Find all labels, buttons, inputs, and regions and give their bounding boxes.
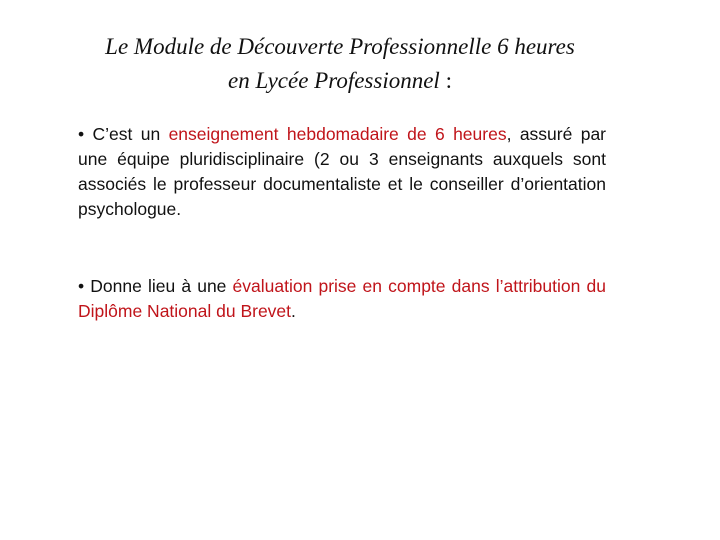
bullet-1-post-text: , assuré par une équipe pluridisciplinaire (2 ou 3 enseignants auxquels sont associés le professeur documentaliste et le conseiller d’orientation psychologue. bbox=[78, 124, 607, 219]
bullet-marker: • bbox=[78, 124, 93, 144]
bullet-1-pre-text: C’est un bbox=[92, 124, 169, 144]
title-line-2-text: en Lycée Professionnel bbox=[228, 68, 440, 93]
bullet-2-highlight: évaluation prise en compte dans l’attribution du Diplôme National du Brevet bbox=[78, 276, 606, 321]
bullet-1-highlight: enseignement hebdomadaire de 6 heures bbox=[168, 124, 507, 144]
bullet-2-post-text: . bbox=[291, 301, 296, 321]
slide-title bbox=[60, 30, 620, 98]
title-line-2 bbox=[60, 64, 620, 98]
bullet-2-pre-text: Donne lieu à une bbox=[90, 276, 233, 296]
title-colon: : bbox=[439, 68, 452, 93]
bullet-marker: • bbox=[78, 276, 91, 296]
title-line-1: Le Module de Découverte Professionnelle 6 heures bbox=[105, 34, 575, 59]
bullet-point-1 bbox=[78, 122, 606, 222]
bullet-point-2 bbox=[78, 274, 606, 324]
